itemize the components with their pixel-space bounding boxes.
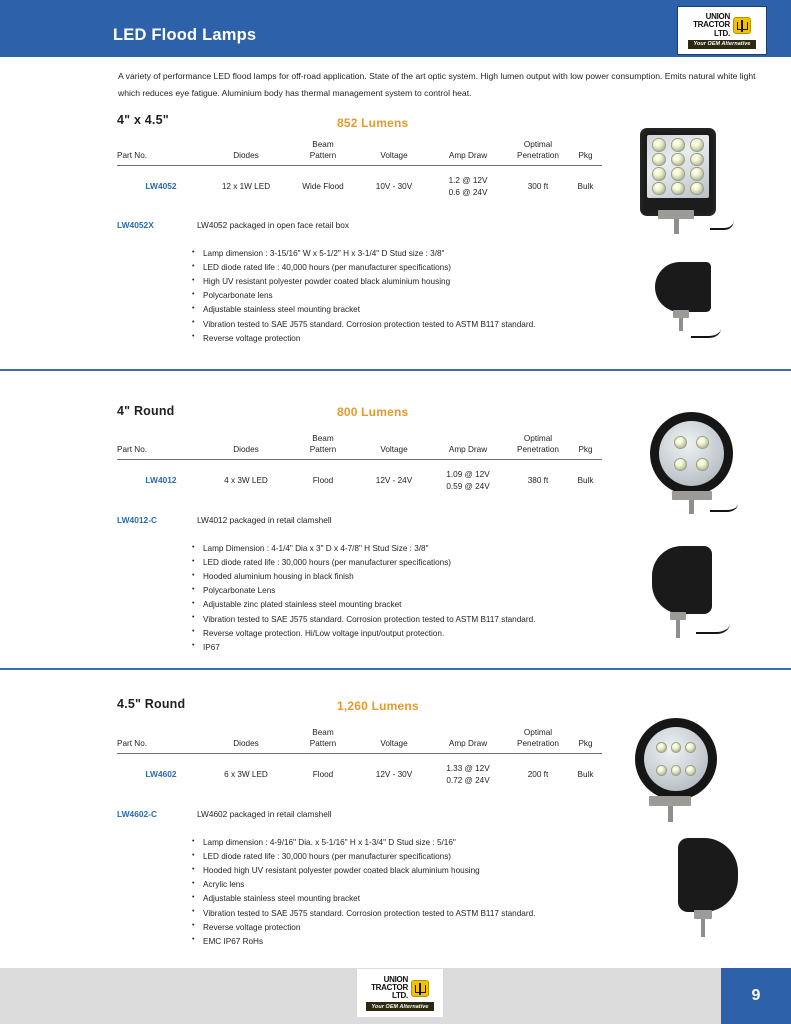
list-item: • Vibration tested to SAE J575 standard. Corrosion protection tested to ASTM B117 standard. xyxy=(192,613,535,627)
section-divider-1 xyxy=(0,369,791,371)
cell-pkg: Bulk xyxy=(577,475,594,485)
table-header-row xyxy=(117,434,602,459)
cell-voltage: 12V - 24V xyxy=(375,475,413,485)
th-penetration xyxy=(507,140,569,165)
company-logo-footer xyxy=(357,969,443,1017)
th-beam-line2: Pattern xyxy=(309,150,337,160)
list-item: • Hooded high UV resistant polyester powder coated black aluminium housing xyxy=(192,864,535,878)
product-photo-lw4012-front xyxy=(650,412,733,495)
th-beam-line1: Beam xyxy=(312,728,334,737)
list-item: • LED diode rated life : 30,000 hours (per manufacturer specifications) xyxy=(192,556,535,570)
cell-diodes: 12 x 1W LED xyxy=(221,181,271,191)
footer-logo-line-1: UNION xyxy=(383,974,408,984)
list-item: • Adjustable zinc plated stainless steel mounting bracket xyxy=(192,598,535,612)
cell-part-number[interactable]: LW4602 xyxy=(145,769,177,780)
list-item: • Polycarbonate lens xyxy=(192,289,535,303)
list-item: • Polycarbonate Lens xyxy=(192,584,535,598)
list-item: • Acrylic lens xyxy=(192,878,535,892)
page-number: 9 xyxy=(721,968,791,1024)
retail-description: LW4012 packaged in retail clamshell xyxy=(197,515,332,525)
table-row xyxy=(117,753,602,792)
list-item: • Vibration tested to SAE J575 standard. Corrosion protection tested to ASTM B117 standard. xyxy=(192,907,535,921)
retail-line-1 xyxy=(117,220,349,230)
section-divider-2 xyxy=(0,668,791,670)
th-beam-line2: Pattern xyxy=(309,738,337,748)
product-photo-lw4602-front xyxy=(635,718,717,800)
th-beam-line2: Pattern xyxy=(309,444,337,454)
section-title-1: 4" x 4.5" xyxy=(117,113,169,127)
th-part: Part No. xyxy=(117,140,205,165)
retail-part-number[interactable]: LW4052X xyxy=(117,220,154,230)
th-beam-line1: Beam xyxy=(312,140,334,149)
th-diodes: Diodes xyxy=(205,728,287,753)
amp-draw-12v: 1.09 @ 12V xyxy=(446,469,490,479)
cell-pkg: Bulk xyxy=(577,769,594,779)
th-pkg: Pkg xyxy=(569,140,602,165)
spec-table-1 xyxy=(117,140,602,204)
th-amp-draw: Amp Draw xyxy=(429,728,507,753)
list-item: • Vibration tested to SAE J575 standard. Corrosion protection tested to ASTM B117 standard. xyxy=(192,318,535,332)
company-logo-header xyxy=(677,6,767,55)
list-item: • Lamp Dimension : 4-1/4" Dia x 3" D x 4-7/8" H Stud Size : 3/8" xyxy=(192,542,535,556)
th-beam xyxy=(287,434,359,459)
list-item: • Lamp dimension : 4-9/16" Dia. x 5-1/16" H x 1-3/4" D Stud size : 5/16" xyxy=(192,836,535,850)
list-item: • IP67 xyxy=(192,641,535,655)
list-item: • EMC IP67 RoHs xyxy=(192,935,535,949)
list-item: • Hooded aluminium housing in black finish xyxy=(192,570,535,584)
th-penetration xyxy=(507,434,569,459)
section-lumens-2: 800 Lumens xyxy=(337,405,409,419)
cell-pkg: Bulk xyxy=(577,181,594,191)
feature-list-2 xyxy=(192,542,535,655)
logo-line-3: LTD. xyxy=(713,28,730,38)
th-amp-draw: Amp Draw xyxy=(429,434,507,459)
list-item: • LED diode rated life : 30,000 hours (per manufacturer specifications) xyxy=(192,850,535,864)
cell-beam: Flood xyxy=(312,769,334,779)
list-item: • Adjustable stainless steel mounting bracket xyxy=(192,303,535,317)
section-title-2: 4" Round xyxy=(117,404,175,418)
spec-table-2 xyxy=(117,434,602,498)
spec-table-3 xyxy=(117,728,602,792)
cell-voltage: 12V - 30V xyxy=(375,769,413,779)
intro-paragraph: A variety of performance LED flood lamps for off-road application. State of the art optic system. High lumen output with low power consumption. Emits natural white light which reduces eye fatigue. Aluminium body has thermal management system to control heat. xyxy=(118,71,756,98)
section-lumens-1: 852 Lumens xyxy=(337,116,409,130)
cell-penetration: 380 ft xyxy=(527,475,549,485)
table-row xyxy=(117,165,602,204)
page-title: LED Flood Lamps xyxy=(113,26,257,44)
th-diodes: Diodes xyxy=(205,434,287,459)
tractor-hitch-icon xyxy=(411,980,429,997)
retail-description: LW4052 packaged in open face retail box xyxy=(197,220,350,230)
retail-line-3 xyxy=(117,809,332,819)
th-penetration xyxy=(507,728,569,753)
amp-draw-12v: 1.33 @ 12V xyxy=(446,763,490,773)
list-item: • Reverse voltage protection xyxy=(192,332,535,346)
cell-diodes: 6 x 3W LED xyxy=(224,769,268,779)
th-pen-line2: Penetration xyxy=(517,150,559,160)
th-beam xyxy=(287,140,359,165)
cell-voltage: 10V - 30V xyxy=(375,181,413,191)
th-amp-draw: Amp Draw xyxy=(429,140,507,165)
logo-line-1: UNION xyxy=(705,12,730,22)
th-voltage: Voltage xyxy=(359,434,429,459)
th-voltage: Voltage xyxy=(359,728,429,753)
logo-tagline: Your OEM Alternative xyxy=(688,40,755,49)
table-header-row xyxy=(117,728,602,753)
th-pkg: Pkg xyxy=(569,728,602,753)
th-beam-line1: Beam xyxy=(312,434,334,443)
th-pen-line1: Optimal xyxy=(523,434,553,443)
th-part: Part No. xyxy=(117,434,205,459)
tractor-hitch-icon xyxy=(733,17,751,34)
th-pen-line2: Penetration xyxy=(517,444,559,454)
retail-line-2 xyxy=(117,515,332,525)
footer-logo-tagline: Your OEM Alternative xyxy=(366,1002,433,1011)
retail-description: LW4602 packaged in retail clamshell xyxy=(197,809,332,819)
th-diodes: Diodes xyxy=(205,140,287,165)
th-voltage: Voltage xyxy=(359,140,429,165)
cell-beam: Flood xyxy=(312,475,334,485)
amp-draw-24v: 0.6 @ 24V xyxy=(448,187,488,197)
th-beam xyxy=(287,728,359,753)
cell-amp-draw xyxy=(429,459,507,498)
cell-penetration: 300 ft xyxy=(527,181,549,191)
list-item: • LED diode rated life : 40,000 hours (per manufacturer specifications) xyxy=(192,261,535,275)
cell-diodes: 4 x 3W LED xyxy=(224,475,268,485)
section-title-3: 4.5" Round xyxy=(117,697,186,711)
amp-draw-24v: 0.59 @ 24V xyxy=(446,481,490,491)
th-pen-line1: Optimal xyxy=(523,728,553,737)
feature-list-1 xyxy=(192,247,535,346)
amp-draw-12v: 1.2 @ 12V xyxy=(448,175,488,185)
cell-amp-draw xyxy=(429,753,507,792)
list-item: • Reverse voltage protection xyxy=(192,921,535,935)
th-pen-line2: Penetration xyxy=(517,738,559,748)
retail-part-number[interactable]: LW4602-C xyxy=(117,809,158,819)
cell-penetration: 200 ft xyxy=(527,769,549,779)
cell-part-number[interactable]: LW4012 xyxy=(145,475,177,486)
th-pen-line1: Optimal xyxy=(523,140,553,149)
section-lumens-3: 1,260 Lumens xyxy=(337,699,419,713)
product-photo-lw4052-front xyxy=(640,128,716,216)
retail-part-number[interactable]: LW4012-C xyxy=(117,515,158,525)
table-row xyxy=(117,459,602,498)
th-pkg: Pkg xyxy=(569,434,602,459)
cell-part-number[interactable]: LW4052 xyxy=(145,181,177,192)
cell-beam: Wide Flood xyxy=(302,181,344,191)
amp-draw-24v: 0.72 @ 24V xyxy=(446,775,490,785)
logo-line-2: TRACTOR xyxy=(693,20,730,30)
th-part: Part No. xyxy=(117,728,205,753)
table-header-row xyxy=(117,140,602,165)
list-item: • Reverse voltage protection. Hi/Low voltage input/output protection. xyxy=(192,627,535,641)
footer-logo-line-3: LTD. xyxy=(391,991,408,1001)
footer-logo-line-2: TRACTOR xyxy=(371,982,408,992)
cell-amp-draw xyxy=(429,165,507,204)
list-item: • Lamp dimension : 3-15/16" W x 5-1/2" H x 3-1/4" D Stud size : 3/8" xyxy=(192,247,535,261)
list-item: • Adjustable stainless steel mounting bracket xyxy=(192,892,535,906)
list-item: • High UV resistant polyester powder coated black aluminium housing xyxy=(192,275,535,289)
feature-list-3 xyxy=(192,836,535,949)
